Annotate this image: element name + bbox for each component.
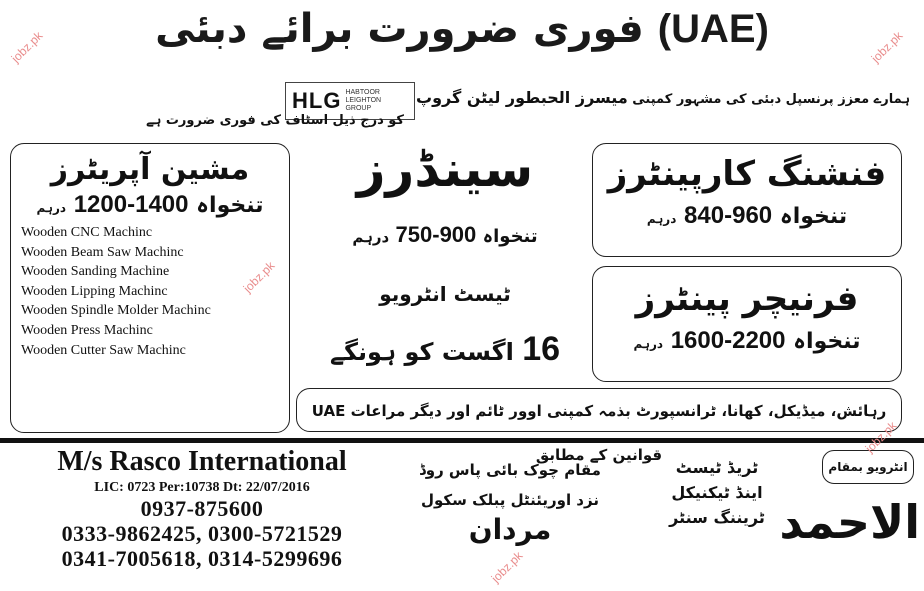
job-salary-sanders: تنخواہ 900-750 درہم xyxy=(352,222,538,247)
intro-company: میسرز الحبطور لیٹن گروپ xyxy=(416,88,628,107)
interview-date xyxy=(305,330,585,369)
watermark: jobz.pk xyxy=(862,418,900,456)
agency-block xyxy=(12,446,392,571)
job-title-sanders: سینڈرز xyxy=(356,140,534,198)
job-box-furniture xyxy=(592,266,902,382)
machine-item: Wooden Sanding Machine xyxy=(21,264,170,280)
machine-item: Wooden Beam Saw Machinc xyxy=(21,244,184,260)
machine-item: Wooden Press Machinc xyxy=(21,322,153,338)
watermark: jobz.pk xyxy=(240,258,278,296)
page-title xyxy=(0,0,924,58)
agency-name: M/s Rasco International xyxy=(57,446,347,477)
logo-sub: HABTOOR LEIGHTON GROUP xyxy=(345,89,382,112)
machine-item: Wooden CNC Machinc xyxy=(21,225,153,240)
venue-city: مردان xyxy=(468,513,552,546)
job-salary: تنخواہ 2200-1600 درہم xyxy=(633,327,861,354)
logo-mark: HLG xyxy=(292,88,342,113)
title-country: (UAE) xyxy=(657,7,769,51)
machine-item: Wooden Lipping Machinc xyxy=(21,283,168,299)
address-line: نزد اوریئنٹل پبلک سکول xyxy=(421,491,599,509)
job-title: مشین آپریٹرز xyxy=(50,152,250,187)
address-line: مقام چوک بائی پاس روڈ xyxy=(419,461,601,479)
center-line: ٹریننگ سنٹر xyxy=(669,508,765,527)
intro-line-2: کو درج ذیل اسٹاف کی فوری ضرورت ہے xyxy=(146,113,404,128)
watermark: jobz.pk xyxy=(8,28,46,66)
agency-phone: 0937-875600 xyxy=(140,496,264,521)
title-urdu: فوری ضرورت برائے دبئی xyxy=(155,6,644,52)
agency-phone: 0333-9862425, 0300-5721529 xyxy=(61,521,343,546)
job-title: فنشنگ کارپینٹرز xyxy=(607,154,887,194)
agency-phone: 0341-7005618, 0314-5299696 xyxy=(61,546,343,571)
center-line: ٹریڈ ٹیسٹ xyxy=(675,458,759,477)
center-name: الاحمد xyxy=(779,495,920,549)
venue-address xyxy=(410,455,610,545)
job-salary: تنخواہ 960-840 درہم xyxy=(646,202,848,229)
intro-line-1 xyxy=(416,88,910,107)
watermark: jobz.pk xyxy=(488,548,526,586)
center-line: اینڈ ٹیکنیکل xyxy=(671,483,763,502)
watermark: jobz.pk xyxy=(868,28,906,66)
interview-date-text: اگست کو ہونگے xyxy=(329,338,514,366)
section-divider xyxy=(0,438,924,443)
job-salary: تنخواہ 1400-1200 درہم xyxy=(36,191,264,218)
intro-prefix: ہمارے معزز پرنسپل دبئی کی مشہور کمپنی xyxy=(632,92,910,107)
machine-item: Wooden Cutter Saw Machinc xyxy=(21,342,186,358)
benefits-text: رہائش، میڈیکل، کھانا، ٹرانسپورٹ بذمہ کمپنی اوور ٹائم اور دیگر مراعات UAE قوانین کے مطابق xyxy=(311,402,887,464)
agency-license: LIC: 0723 Per:10738 Dt: 22/07/2016 xyxy=(94,480,310,495)
job-title: فرنیچر پینٹرز xyxy=(635,279,859,319)
job-box-finishing xyxy=(592,143,902,257)
venue-tag: انٹرویو بمقام xyxy=(822,450,914,484)
interview-day: 16 xyxy=(522,330,561,368)
test-interview-label: ٹیسٹ انٹرویو xyxy=(379,282,511,306)
machine-item: Wooden Spindle Molder Machinc xyxy=(21,303,211,319)
